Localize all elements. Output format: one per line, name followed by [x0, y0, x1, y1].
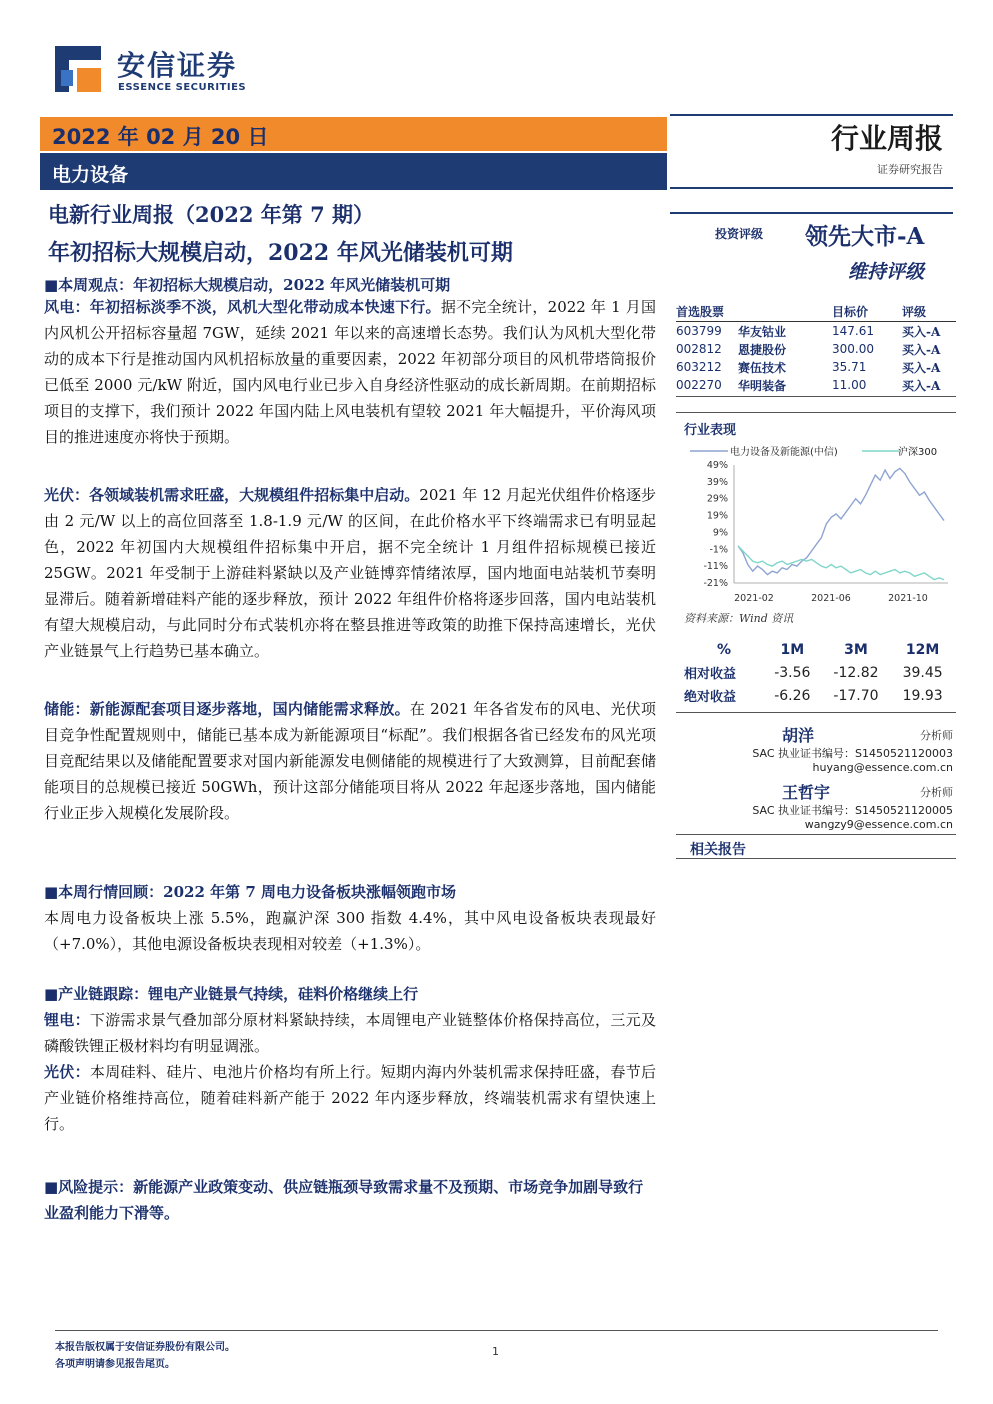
- legend-label: 电力设备及新能源(中信): [730, 447, 838, 458]
- value-1m: -6.26: [774, 687, 811, 704]
- y-tick-label: 49%: [706, 460, 728, 471]
- stock-name: 恩捷股份: [738, 342, 787, 357]
- target-price: 147.61: [832, 324, 874, 338]
- rating-status: 维持评级: [848, 261, 925, 283]
- column-header: %: [716, 641, 732, 658]
- y-tick-label: -1%: [709, 544, 728, 556]
- performance-chart: [676, 442, 958, 607]
- analyst-email[interactable]: huyang@essence.com.cn: [812, 761, 953, 774]
- perf-top-rule: [676, 412, 956, 413]
- chart-lines: [738, 468, 944, 579]
- report-date: 2022 年 02 月 20 日: [52, 125, 269, 149]
- column-header: 3M: [844, 641, 868, 658]
- table-row: [676, 358, 956, 376]
- target-price: 300.00: [832, 342, 874, 356]
- series-line: [738, 546, 944, 580]
- performance-table: [684, 638, 954, 707]
- report-type: 行业周报: [830, 122, 943, 155]
- paragraph-wind: [44, 294, 656, 450]
- rating-rule: [670, 212, 953, 214]
- footer-disclaimer: 各项声明请参见报告尾页。: [55, 1359, 175, 1370]
- value-12m: 39.45: [902, 664, 943, 681]
- header-rule-bottom: [670, 187, 953, 189]
- row-label: 相对收益: [684, 667, 737, 682]
- section-heading: ■本周行情回顾：2022 年第 7 周电力设备板块涨幅领跑市场: [44, 883, 457, 901]
- y-tick-label: 19%: [706, 510, 728, 522]
- table-row: [684, 684, 954, 707]
- stock-rating: 买入-A: [902, 360, 941, 375]
- value-3m: -12.82: [833, 664, 879, 681]
- related-bottom-rule: [676, 858, 956, 859]
- section-heading: ■本周观点：年初招标大规模启动，2022 年风光储装机可期: [44, 276, 451, 294]
- y-tick-label: -11%: [703, 561, 728, 573]
- paragraph-pv-chain: [44, 1059, 656, 1137]
- table-header-row: [684, 638, 954, 661]
- stock-picks-table: [676, 301, 956, 394]
- brand-name-cn: 安信证券: [117, 49, 238, 82]
- chart-axes: [703, 460, 948, 604]
- page-number: 1: [492, 1345, 499, 1358]
- table-row: [676, 376, 956, 394]
- x-tick-label: 2021-10: [888, 593, 928, 604]
- sector-band: [40, 153, 667, 190]
- table-bottom-rule: [676, 396, 956, 397]
- report-subtype: 证券研究报告: [877, 163, 943, 176]
- stock-code: 603799: [676, 324, 722, 338]
- paragraph-body: 本周电力设备板块上涨 5.5%，跑赢沪深 300 指数 4.4%，其中风电设备板块表现最好（+7.0%），其他电源设备板块表现相对较差（+1.3%）。: [44, 909, 656, 953]
- value-1m: -3.56: [774, 664, 811, 681]
- paragraph-body: 下游需求景气叠加部分原材料紧缺持续，本周锂电产业链整体价格保持高位，三元及磷酸铁锂正极材料均有明显调涨。: [44, 1011, 656, 1055]
- brand-logo: [55, 40, 255, 100]
- analyst-name: 王哲宇: [782, 783, 831, 802]
- y-tick-label: 39%: [706, 476, 728, 488]
- paragraph-body: 据不完全统计，2022 年 1 月国内风机公开招标容量超 7GW，延续 2021 年以来的高速增长态势。我们认为风机大型化带动的成本下行是推动国内风机招标放量的重要因素，2022 年初部分项目的风机带塔筒报价已低至 2000 元/kW 附近，国内风电行业已步入自身经济性驱动的成长新周期。在前期招标项目的支撑下，我们预计 2022 年国内陆上风电装机有望较 2021 年大幅提升，平价海风项目的推进速度亦将快于预期。: [44, 298, 656, 446]
- y-tick-label: -21%: [703, 578, 728, 589]
- footer-copyright: 本报告版权属于安信证券股份有限公司。: [55, 1342, 235, 1353]
- legend-label: 沪深300: [898, 447, 938, 458]
- rating-value: 领先大市-A: [805, 223, 925, 250]
- header-rule: [670, 114, 953, 116]
- brand-name-en: ESSENCE SECURITIES: [118, 82, 247, 93]
- table-row: [676, 340, 956, 358]
- paragraph-body: 2021 年 12 月起光伏组件价格逐步由 2 元/W 以上的高位回落至 1.8-1.9 元/W 的区间，在此价格水平下终端需求已有明显起色，2022 年初国内大规模组件招标集中开启，据不完全统计 1 月组件招标规模已接近 25GW。2021 年受制于上游硅料紧缺以及产业链博弈情绪浓厚，国内地面电站装机节奏明显滞后。随着新增硅料产能的逐步释放，预计 2022 年组件价格将逐步回落，国内电站装机有望大规模启动，与此同时分布式装机亦将在整县推进等政策的助推下保持高速增长，光伏产业链景气上行趋势已基本确立。: [44, 486, 656, 660]
- x-tick-label: 2021-06: [811, 593, 851, 604]
- paragraph-battery: [44, 1007, 656, 1059]
- stock-code: 002812: [676, 342, 722, 356]
- performance-title: 行业表现: [684, 423, 737, 438]
- value-12m: 19.93: [902, 687, 943, 704]
- paragraph-lead: 风电：年初招标淡季不淡，风机大型化带动成本快速下行。: [44, 298, 441, 316]
- analyst-email[interactable]: wangzy9@essence.com.cn: [804, 818, 953, 831]
- paragraph-lead: 锂电：: [44, 1011, 90, 1029]
- x-tick-label: 2021-02: [734, 593, 774, 604]
- table-header-row: [676, 301, 956, 322]
- logo-mark-icon: [55, 46, 101, 92]
- date-band: [40, 117, 667, 151]
- analyst-role: 分析师: [920, 729, 953, 742]
- rating-label: 投资评级: [715, 227, 764, 241]
- column-header: [738, 301, 832, 322]
- report-headline: 年初招标大规模启动，2022 年风光储装机可期: [48, 240, 513, 266]
- table-row: [676, 322, 956, 341]
- paragraph-body: 本周硅料、硅片、电池片价格均有所上行。短期内海内外装机需求保持旺盛，春节后产业链价格维持高位，随着硅料新产能于 2022 年内逐步释放，终端装机需求有望快速上行。: [44, 1063, 656, 1133]
- y-tick-label: 29%: [706, 493, 728, 505]
- column-header: 评级: [902, 301, 956, 322]
- stock-code: 603212: [676, 360, 722, 374]
- stock-name: 赛伍技术: [738, 360, 787, 375]
- stock-rating: 买入-A: [902, 342, 941, 357]
- analyst-sac: SAC 执业证书编号：S1450521120005: [752, 804, 953, 817]
- paragraph-pv: [44, 482, 656, 664]
- related-reports-heading: 相关报告: [690, 842, 746, 858]
- related-top-rule: [676, 834, 956, 835]
- report-title: 电新行业周报（2022 年第 7 期）: [48, 202, 374, 227]
- chart-legend: [690, 445, 937, 458]
- column-header: 首选股票: [676, 301, 738, 322]
- stock-code: 002270: [676, 378, 722, 392]
- paragraph-body: 在 2021 年各省发布的风电、光伏项目竞争性配置规则中，储能已基本成为新能源项目“标配”。我们根据各省已经发布的风光项目竞配结果以及储能配置要求对国内新能源发电侧储能的规模进行了大致测算，目前配套储能项目的总规模已接近 50GWh，预计这部分储能项目将从 2022 年起逐步落地，国内储能行业正步入规模化发展阶段。: [44, 700, 656, 822]
- section-heading: ■产业链跟踪：锂电产业链景气持续，硅料价格继续上行: [44, 985, 419, 1003]
- stock-rating: 买入-A: [902, 324, 941, 339]
- paragraph-lead: 储能：新能源配套项目逐步落地，国内储能需求释放。: [44, 700, 410, 718]
- target-price: 11.00: [832, 378, 867, 392]
- table-row: [684, 661, 954, 684]
- perf-bottom-rule: [676, 712, 956, 713]
- column-header: 1M: [780, 641, 805, 658]
- row-label: 绝对收益: [684, 690, 737, 705]
- analyst-role: 分析师: [920, 786, 953, 799]
- stock-name: 华友钴业: [738, 324, 787, 339]
- series-line: [738, 468, 944, 574]
- stock-name: 华明装备: [738, 378, 787, 393]
- column-header: 12M: [905, 641, 940, 658]
- paragraph-lead: 光伏：各领域装机需求旺盛，大规模组件招标集中启动。: [44, 486, 420, 504]
- paragraph-market: [44, 905, 656, 957]
- analyst-name: 胡洋: [782, 726, 815, 745]
- paragraph-storage: [44, 696, 656, 826]
- sector-name: 电力设备: [52, 164, 129, 186]
- risk-warning: ■风险提示：新能源产业政策变动、供应链瓶颈导致需求量不及预期、市场竞争加剧导致行业盈利能力下滑等。: [44, 1178, 644, 1222]
- y-tick-label: 9%: [712, 527, 728, 539]
- value-3m: -17.70: [833, 687, 879, 704]
- analyst-sac: SAC 执业证书编号：S1450521120003: [752, 747, 953, 760]
- stock-rating: 买入-A: [902, 378, 941, 393]
- column-header: 目标价: [832, 301, 902, 322]
- target-price: 35.71: [832, 360, 867, 374]
- footer-rule: [55, 1330, 938, 1331]
- paragraph-lead: 光伏：: [44, 1063, 90, 1081]
- chart-source: 资料来源：Wind 资讯: [684, 612, 794, 625]
